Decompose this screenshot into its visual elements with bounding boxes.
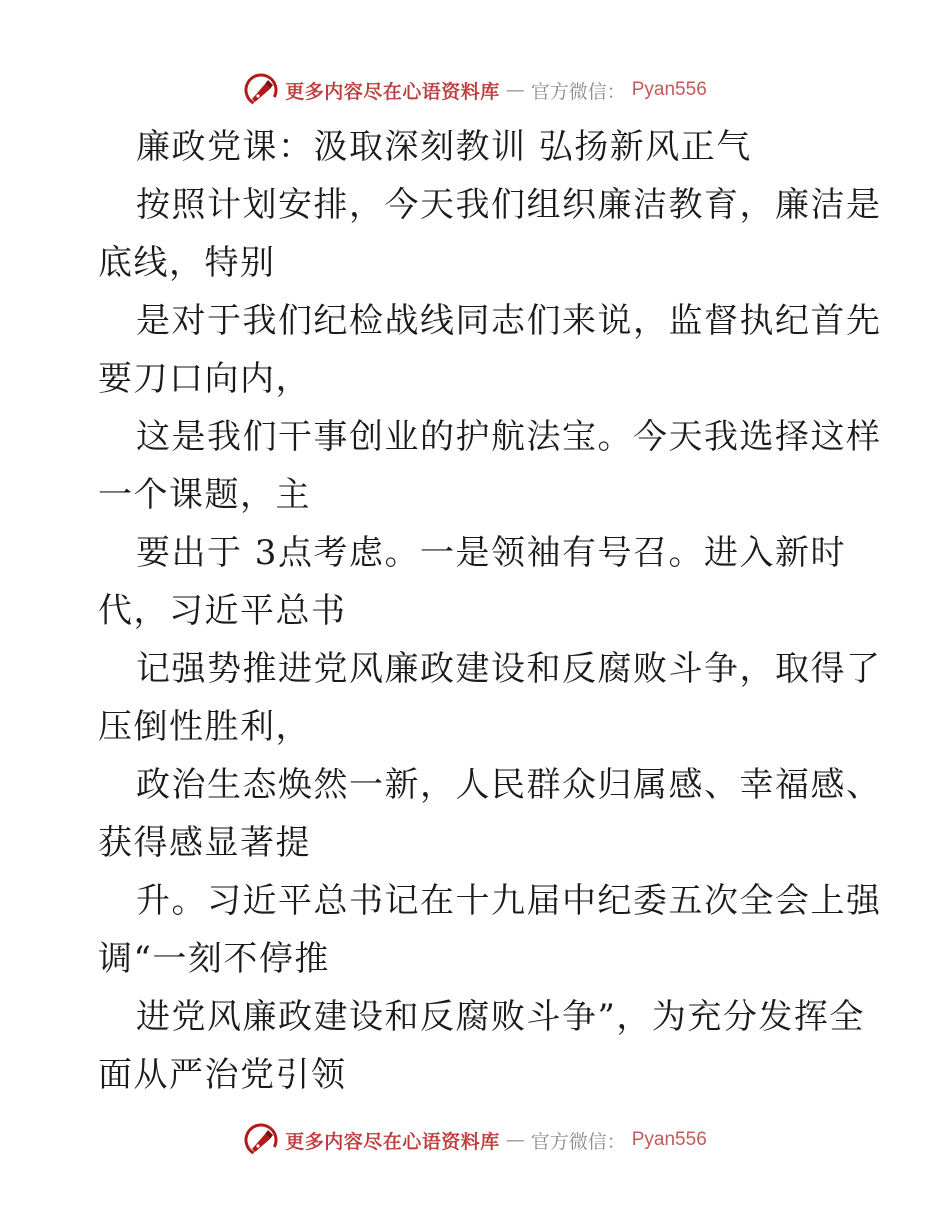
paragraph-line: 记强势推进党风廉政建设和反腐败斗争，取得了	[136, 649, 882, 689]
paragraph-line: 调“一刻不停推	[98, 939, 330, 979]
paragraph-line: 要出于 3点考虑。一是领袖有号召。进入新时	[136, 533, 846, 573]
paragraph-line: 是对于我们纪检战线同志们来说，监督执纪首先	[136, 301, 882, 341]
paragraph-line: 按照计划安排，今天我们组织廉洁教育，廉洁是	[136, 185, 882, 225]
paragraph-line: 底线，特别	[98, 243, 276, 283]
paragraph-line: 获得感显著提	[98, 823, 311, 863]
pen-nib-logo-icon	[243, 1122, 279, 1158]
paragraph-line: 面从严治党引领	[98, 1055, 347, 1095]
paragraph-line: 升。习近平总书记在十九届中纪委五次全会上强	[136, 881, 882, 921]
pen-nib-logo-icon	[243, 72, 279, 108]
watermark-wechat-id: Pyan556	[631, 79, 707, 100]
header-watermark-inner	[243, 72, 707, 108]
watermark-wechat-label: 官方微信：	[530, 1130, 626, 1153]
watermark-wechat-label: 官方微信：	[530, 80, 626, 103]
paragraph-line: 这是我们干事创业的护航法宝。今天我选择这样	[136, 417, 882, 457]
paragraph-line: 压倒性胜利，	[98, 707, 311, 747]
footer-watermark	[0, 1120, 950, 1160]
paragraph-line: 政治生态焕然一新，人民群众归属感、幸福感、	[136, 765, 882, 805]
paragraph-line: 代，习近平总书	[98, 591, 347, 631]
header-watermark	[0, 70, 950, 110]
paragraph-line: 进党风廉政建设和反腐败斗争”，为充分发挥全	[136, 997, 865, 1037]
watermark-dash: —	[505, 1129, 525, 1151]
footer-watermark-inner	[243, 1122, 707, 1158]
watermark-site-text: 更多内容尽在心语资料库	[285, 1130, 500, 1153]
paragraph-line: 要刀口向内，	[98, 359, 311, 399]
document-body	[98, 118, 882, 1104]
watermark-dash: —	[505, 79, 525, 101]
watermark-site-text: 更多内容尽在心语资料库	[285, 80, 500, 103]
paragraph-line: 一个课题，主	[98, 475, 311, 515]
watermark-wechat-id: Pyan556	[631, 1129, 707, 1150]
document-title: 廉政党课：汲取深刻教训 弘扬新风正气	[136, 127, 752, 167]
